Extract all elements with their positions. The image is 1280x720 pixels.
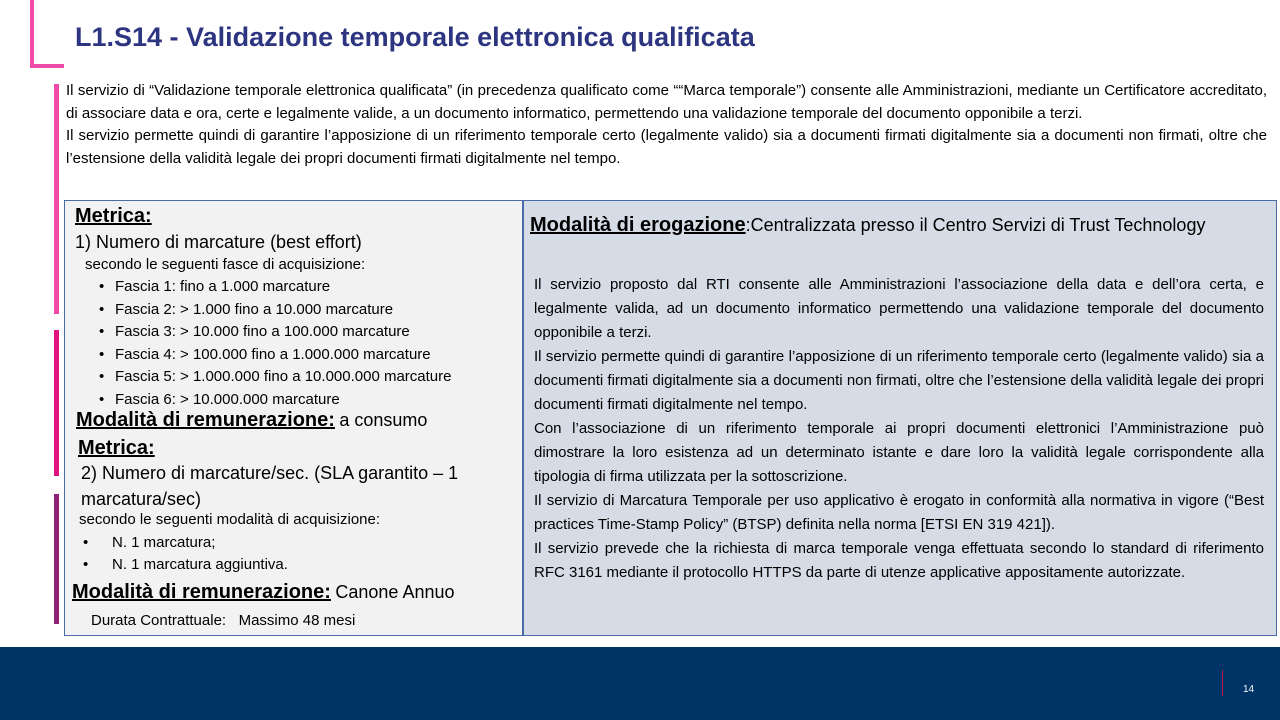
remuneration2-value: Canone Annuo (335, 582, 455, 602)
accent-bar-pink (54, 84, 59, 314)
bullet-icon: • (99, 278, 105, 295)
footer-band (0, 647, 1280, 720)
delivery-mode (530, 214, 1205, 237)
remuneration2-heading: Modalità di remunerazione: (72, 581, 331, 603)
accent-bar-purple (54, 494, 59, 624)
list-item (99, 278, 330, 295)
remuneration1 (76, 409, 427, 432)
page-number: 14 (1243, 684, 1255, 695)
fascia-text: Fascia 1: fino a 1.000 marcature (115, 278, 331, 295)
description-paragraph: Il servizio proposto dal RTI consente alle Amministrazioni l’associazione della data e dell’ora certa, e legalmente valida, ad un documento informatico permettendo una validazione temporale del documento opponibile a terzi. (534, 276, 1264, 341)
metric2-subtitle: secondo le seguenti modalità di acquisizione: (79, 511, 381, 528)
corner-accent-vertical (30, 0, 34, 68)
contract-duration-value: Massimo 48 mesi (238, 612, 356, 629)
list-item (99, 301, 393, 318)
list-item (83, 534, 215, 551)
intro-paragraph: Il servizio di “Validazione temporale elettronica qualificata” (in precedenza qualificato come ““Marca temporale”) consente alle Amministrazioni, mediante un Certificatore accreditato, di associare data e ora, certe e legalmente valide, a un documento informatico, permettendo una validazione temporale del documento opponibile a terzi. (66, 82, 1267, 122)
description-paragraph: Il servizio di Marcatura Temporale per uso applicativo è erogato in conformità alla normativa in vigore (“Best practices Time-Stamp Policy” (BTSP) definita nella norma [ETSI EN 319 421]). (534, 492, 1264, 533)
metric2-title-line2: marcatura/sec) (81, 489, 202, 509)
modalita-text: N. 1 marcatura aggiuntiva. (112, 556, 288, 573)
list-item (99, 368, 451, 385)
fascia-text: Fascia 4: > 100.000 fino a 1.000.000 marcature (115, 346, 431, 363)
bullet-icon: • (83, 534, 89, 551)
metric2-heading: Metrica: (78, 437, 155, 459)
metric2-title-line1: 2) Numero di marcature/sec. (SLA garantito – 1 (81, 463, 459, 483)
remuneration2 (72, 581, 455, 604)
accent-bar-magenta (54, 330, 59, 476)
list-item (99, 323, 410, 340)
fascia-text: Fascia 5: > 1.000.000 fino a 10.000.000 marcature (115, 368, 452, 385)
fascia-text: Fascia 3: > 10.000 fino a 100.000 marcature (115, 323, 410, 340)
bullet-icon: • (99, 346, 105, 363)
remuneration1-value: a consumo (339, 410, 428, 430)
footer-divider (1222, 670, 1223, 696)
list-item (83, 556, 288, 573)
modalita-text: N. 1 marcatura; (112, 534, 216, 551)
metric1-subtitle: secondo le seguenti fasce di acquisizione: (85, 256, 366, 273)
description-paragraph: Il servizio permette quindi di garantire l’apposizione di un riferimento temporale certo (legalmente valido) sia a documenti firmati digitalmente sia a documenti non firmati, oltre che l’estensione della validità legale dei propri documenti firmati digitalmente nel tempo. (534, 348, 1264, 413)
intro-text (66, 80, 1267, 170)
contract-duration-label: Durata Contrattuale: (91, 612, 227, 629)
intro-paragraph: Il servizio permette quindi di garantire l’apposizione di un riferimento temporale certo (legalmente valido) sia a documenti firmati digitalmente sia a documenti non firmati, oltre che l’estensione della validità legale dei propri documenti firmati digitalmente nel tempo. (66, 127, 1267, 167)
bullet-icon: • (99, 391, 105, 408)
fascia-text: Fascia 2: > 1.000 fino a 10.000 marcature (115, 301, 394, 318)
metric1-title: 1) Numero di marcature (best effort) (75, 232, 362, 252)
bullet-icon: • (83, 556, 89, 573)
bullet-icon: • (99, 301, 105, 318)
bullet-icon: • (99, 323, 105, 340)
delivery-description (534, 273, 1264, 585)
page-title: L1.S14 - Validazione temporale elettronica qualificata (75, 22, 755, 52)
bullet-icon: • (99, 368, 105, 385)
description-paragraph: Il servizio prevede che la richiesta di marca temporale venga effettuata secondo lo standard di riferimento RFC 3161 mediante il protocollo HTTPS da parte di utenze applicative appositamente autorizzate. (534, 540, 1264, 581)
corner-accent-horizontal (30, 64, 64, 68)
list-item (99, 346, 431, 363)
delivery-panel (523, 200, 1277, 636)
delivery-mode-value: :Centralizzata presso il Centro Servizi di Trust Technology (745, 215, 1206, 235)
fascia-text: Fascia 6: > 10.000.000 marcature (115, 391, 340, 408)
description-paragraph: Con l’associazione di un riferimento temporale ai propri documenti elettronici l’Amministrazione può dimostrare la loro esistenza ad un determinato istante e dare loro la validità legale corrispondente alla tipologia di firma utilizzata per la sottoscrizione. (534, 420, 1264, 485)
remuneration1-heading: Modalità di remunerazione: (76, 409, 335, 431)
list-item (99, 391, 340, 408)
contract-duration (91, 612, 355, 629)
delivery-mode-heading: Modalità di erogazione (530, 214, 746, 236)
metric1-heading: Metrica: (75, 205, 152, 227)
metrics-panel (64, 200, 523, 636)
